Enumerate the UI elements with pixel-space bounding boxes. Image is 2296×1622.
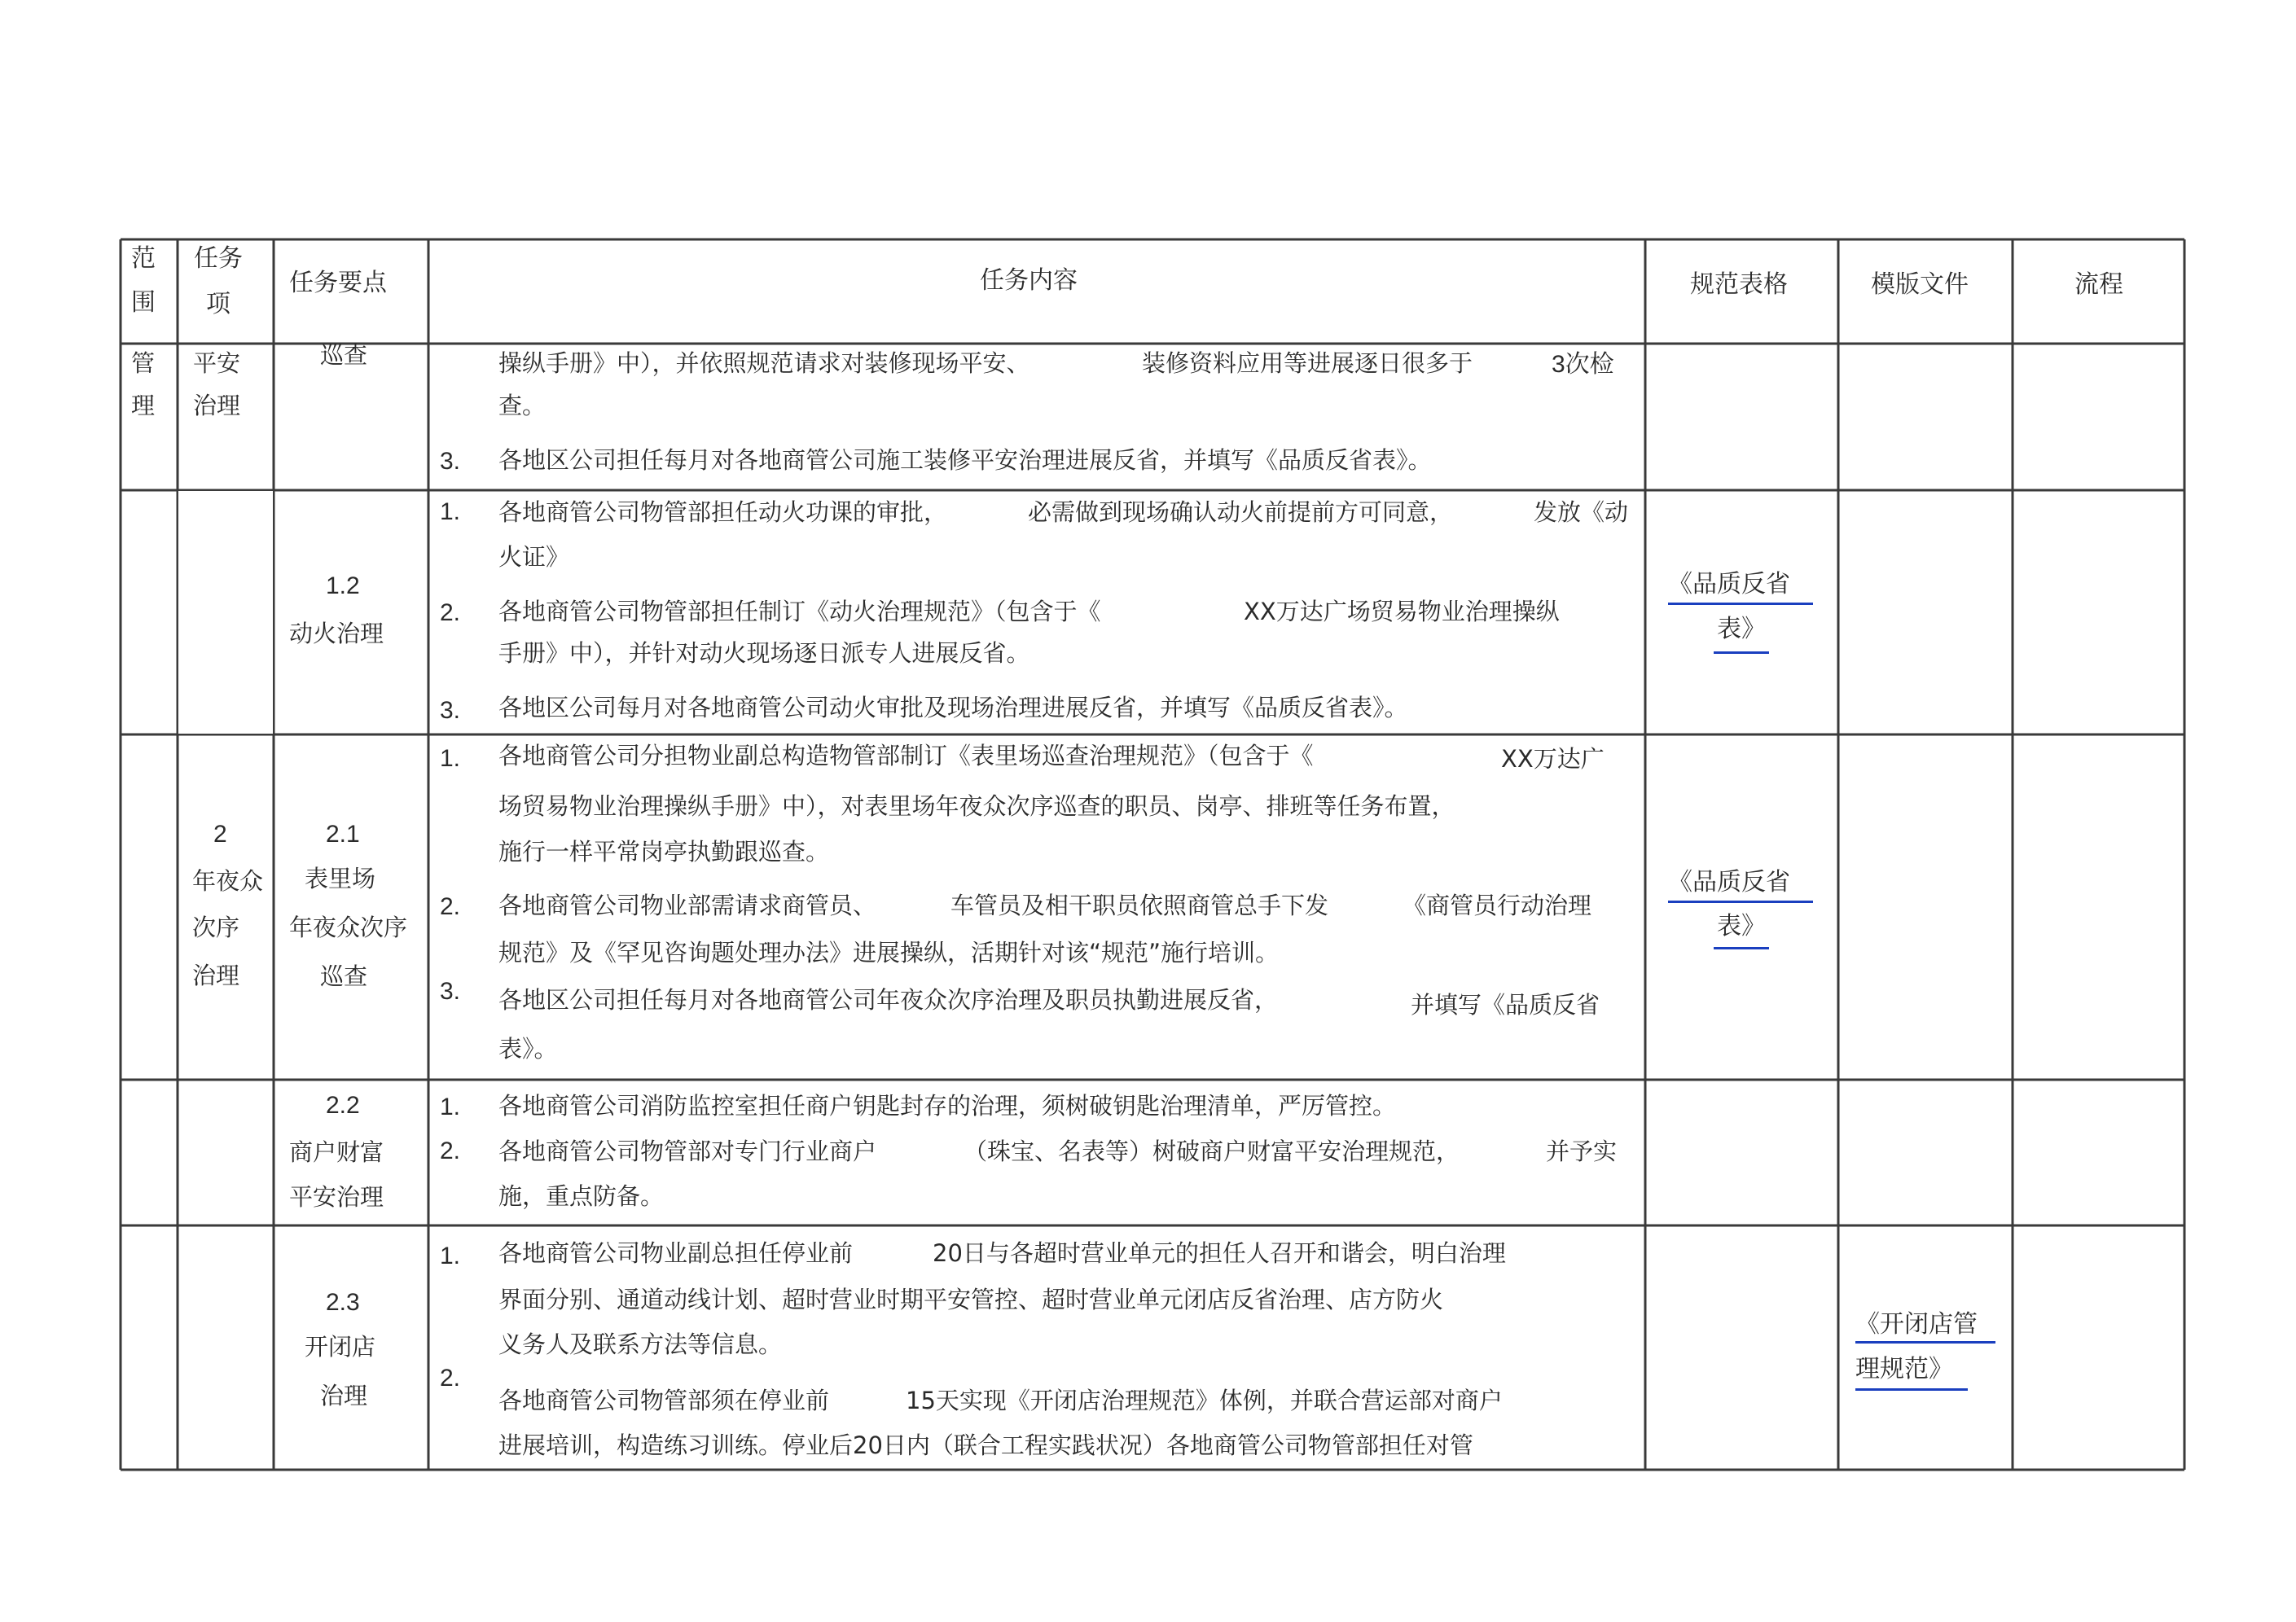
row4-line3: 义务人及联系方法等信息。 (498, 1330, 783, 1358)
header-points: 任务要点 (289, 269, 387, 297)
row2-line4-num: 2. (440, 893, 461, 920)
row2-form-link-2[interactable]: 表》 (1717, 912, 1766, 940)
row4-template-underline-1 (1855, 1341, 1995, 1344)
row2-form-underline-1 (1668, 901, 1813, 903)
row3-point-1: 商户财富 (289, 1138, 384, 1166)
row2-line1-num: 1. (440, 745, 461, 772)
row0-task-1: 平安 (193, 349, 241, 377)
row4-template-underline-2 (1855, 1388, 1968, 1391)
row0-line3: 各地区公司担任每月对各地商管公司施工装修平安治理进展反省，并填写《品质反省表》。 (498, 446, 1432, 474)
row1-point-name: 动火治理 (289, 620, 384, 647)
header-scope-2: 围 (131, 288, 156, 317)
row2-line6-b: 并填写《品质反省 (1411, 991, 1600, 1019)
row3-line2-c: 并予实 (1546, 1138, 1618, 1165)
row2-task-num: 2 (213, 821, 227, 848)
row1-line3-num: 2. (440, 599, 461, 626)
header-templates: 模版文件 (1871, 270, 1969, 299)
row1-form-link-2[interactable]: 表》 (1717, 615, 1766, 643)
row1-form-underline-1 (1668, 603, 1813, 605)
row1-line1-c: 发放《动 (1534, 498, 1629, 526)
row0-point: 巡查 (320, 341, 368, 369)
row2-task-3: 治理 (192, 962, 240, 989)
row4-line1-a: 各地商管公司物业副总担任停业前 (498, 1239, 854, 1267)
row4-point-1: 开闭店 (305, 1333, 376, 1361)
row0-task-2: 治理 (193, 392, 241, 419)
row4-line1-b: 20日与各超时营业单元的担任人召开和谐会，明白治理 (933, 1239, 1506, 1267)
row4-point-2: 治理 (320, 1382, 368, 1409)
row3-line1: 各地商管公司消防监控室担任商户钥匙封存的治理，须树破钥匙治理清单，严厉管控。 (498, 1092, 1397, 1120)
row1-line5: 各地区公司每月对各地商管公司动火审批及现场治理进展反省，并填写《品质反省表》。 (498, 694, 1408, 721)
row2-point-1: 表里场 (305, 865, 376, 892)
row2-line3: 施行一样平常岗亭执勤跟巡查。 (498, 838, 830, 866)
header-task-1: 任务 (194, 244, 243, 273)
row0-line3-num: 3. (440, 448, 461, 475)
row2-line1-a: 各地商管公司分担物业副总构造物管部制订《表里场巡查治理规范》（包含于《 (498, 742, 1314, 769)
row4-template-link-1[interactable]: 《开闭店管 (1855, 1310, 1978, 1339)
row4-line4-num: 2. (440, 1365, 461, 1392)
header-content: 任务内容 (980, 266, 1078, 295)
row3-line1-num: 1. (440, 1094, 461, 1120)
row3-line2-b: （珠宝、名表等）树破商户财富平安治理规范， (964, 1138, 1460, 1165)
row1-line3-b: XX万达广场贸易物业治理操纵 (1244, 598, 1560, 625)
row3-line3: 施，重点防备。 (498, 1182, 665, 1210)
row2-form-link-1[interactable]: 《品质反省 (1668, 868, 1790, 896)
row2-line4-c: 《商管员行动治理 (1403, 892, 1592, 919)
row2-point-num: 2.1 (326, 821, 360, 848)
header-process: 流程 (2074, 270, 2123, 299)
row0-line1-c: 3次检 (1552, 351, 1614, 378)
row4-line1-num: 1. (440, 1243, 461, 1269)
row2-line2: 场贸易物业治理操纵手册》中），对表里场年夜众次序巡查的职员、岗亭、排班等任务布置， (498, 792, 1455, 820)
row2-point-3: 巡查 (320, 962, 368, 990)
row3-line2-a: 各地商管公司物管部对专门行业商户 (498, 1138, 877, 1165)
row1-line1-num: 1. (440, 498, 461, 525)
row1-form-underline-2 (1714, 651, 1769, 654)
row3-line2-num: 2. (440, 1138, 461, 1164)
row3-point-2: 平安治理 (289, 1183, 384, 1211)
row2-line6-a: 各地区公司担任每月对各地商管公司年夜众次序治理及职员执勤进展反省， (498, 986, 1279, 1014)
row4-line5-b: 15天实现《开闭店治理规范》体例，并联合营运部对商户 (906, 1387, 1503, 1414)
row1-line1-a: 各地商管公司物管部担任动火功课的审批， (498, 498, 948, 526)
row3-point-num: 2.2 (326, 1092, 360, 1119)
row2-line1-b: XX万达广 (1501, 745, 1605, 773)
row1-form-link-1[interactable]: 《品质反省 (1668, 570, 1790, 598)
row2-task-2: 次序 (192, 914, 240, 941)
header-task-2: 项 (206, 290, 230, 318)
row0-scope-2: 理 (131, 392, 156, 419)
row1-point-num: 1.2 (326, 572, 360, 599)
row2-line4-a: 各地商管公司物业部需请求商管员、 (498, 892, 877, 919)
row1-line3-a: 各地商管公司物管部担任制订《动火治理规范》（包含于《 (498, 598, 1101, 625)
row2-line6-num: 3. (440, 978, 461, 1005)
row0-line2: 查。 (498, 392, 547, 419)
row1-line5-num: 3. (440, 697, 461, 724)
row4-point-num: 2.3 (326, 1289, 360, 1316)
row4-line5-a: 各地商管公司物管部须在停业前 (498, 1387, 830, 1414)
row0-line1-b: 装修资料应用等进展逐日很多于 (1142, 349, 1473, 377)
row0-line1-a: 操纵手册》中），并依照规范请求对装修现场平安、 (498, 349, 1030, 377)
row1-line2: 火证》 (498, 543, 570, 571)
row2-form-underline-2 (1714, 947, 1769, 949)
row2-line4-b: 车管员及相干职员依照商管总手下发 (950, 892, 1329, 919)
row2-line5: 规范》及《罕见咨询题处理办法》进展操纵，活期针对该“规范”施行培训。 (498, 939, 1280, 967)
row2-task-1: 年夜众 (192, 867, 264, 895)
row2-point-2: 年夜众次序 (289, 914, 408, 941)
row2-line7: 表》。 (498, 1035, 558, 1063)
row0-scope-1: 管 (131, 349, 156, 377)
row1-line4: 手册》中），并针对动火现场逐日派专人进展反省。 (498, 639, 1030, 667)
header-scope-1: 范 (131, 244, 156, 273)
row4-line6: 进展培训，构造练习训练。停业后20日内（联合工程实践状况）各地商管公司物管部担任对管 (498, 1431, 1473, 1459)
header-forms: 规范表格 (1690, 270, 1788, 299)
row4-template-link-2[interactable]: 理规范》 (1855, 1355, 1953, 1383)
row1-line1-b: 必需做到现场确认动火前提前方可同意， (1028, 498, 1454, 526)
row4-line2: 界面分别、通道动线计划、超时营业时期平安管控、超时营业单元闭店反省治理、店方防火 (498, 1286, 1444, 1313)
